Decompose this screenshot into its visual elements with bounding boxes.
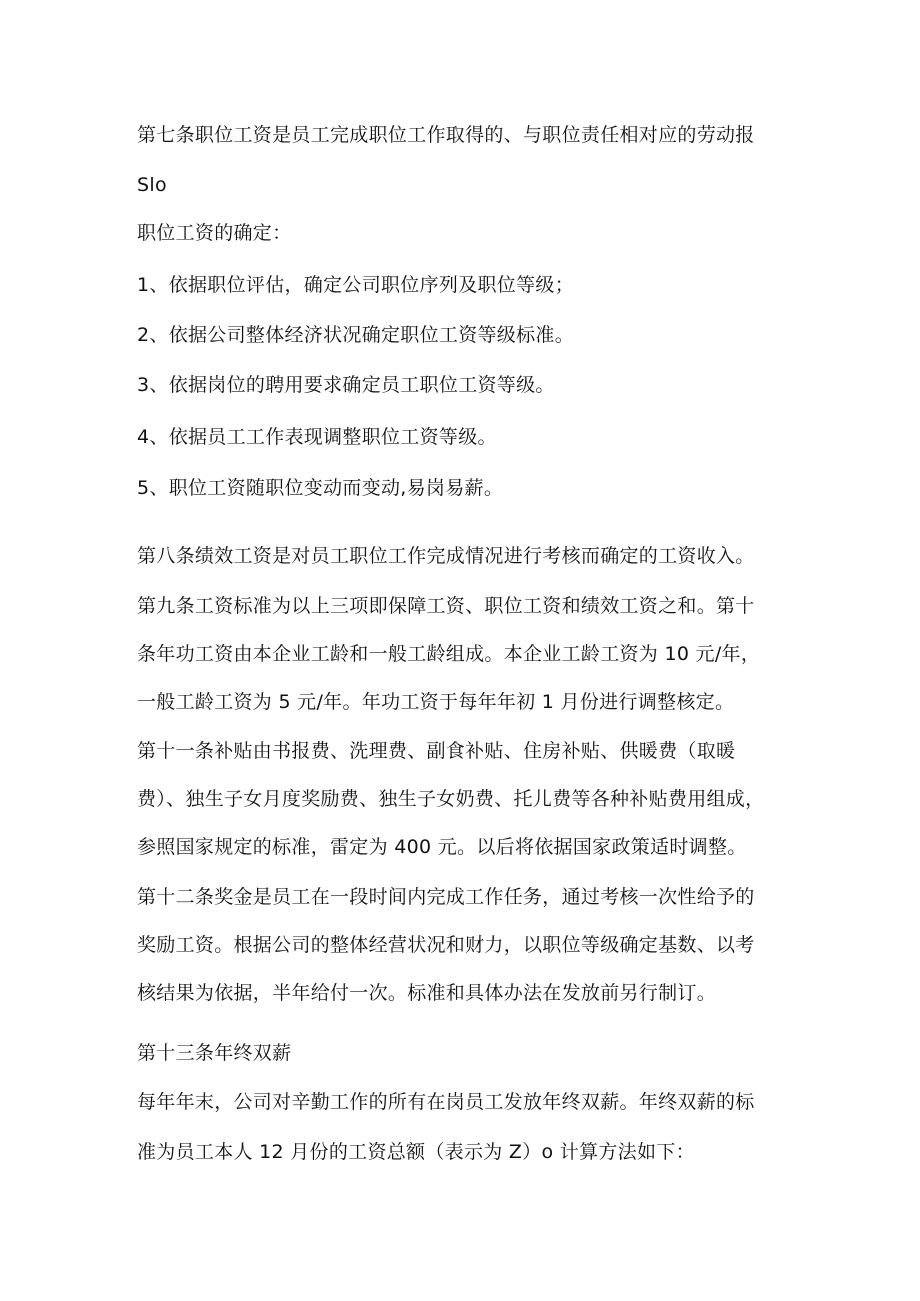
- paragraph-line: 参照国家规定的标准，雷定为 400 元。以后将依据国家政策适时调整。: [137, 836, 747, 858]
- paragraph-line: 准为员工本人 12 月份的工资总额（表示为 Z）o 计算方法如下：: [137, 1141, 695, 1163]
- section-heading: 第十三条年终双薪: [137, 1042, 292, 1064]
- paragraph-line: 费）、独生子女月度奖励费、独生子女奶费、托儿费等各种补贴费用组成，: [137, 788, 765, 810]
- paragraph-line: 核结果为依据，半年给付一次。标准和具体办法在发放前另行制订。: [137, 982, 717, 1004]
- paragraph-line: 一般工龄工资为 5 元/年。年功工资于每年年初 1 月份进行调整核定。: [137, 691, 735, 713]
- paragraph-line: 第八条绩效工资是对员工职位工作完成情况进行考核而确定的工资收入。: [137, 545, 755, 567]
- paragraph-line: 职位工资的确定：: [137, 222, 292, 244]
- list-item: 2、依据公司整体经济状况确定职位工资等级标准。: [137, 324, 574, 346]
- list-item: 1、依据职位评估，确定公司职位序列及职位等级；: [137, 274, 574, 296]
- paragraph-line: 奖励工资。根据公司的整体经营状况和财力，以职位等级确定基数、以考: [137, 934, 755, 956]
- paragraph-line: 第七条职位工资是员工完成职位工作取得的、与职位责任相对应的劳动报: [137, 124, 755, 146]
- list-item: 3、依据岗位的聘用要求确定员工职位工资等级。: [137, 374, 555, 396]
- paragraph-line: 第十二条奖金是员工在一段时间内完成工作任务，通过考核一次性给予的: [137, 886, 755, 908]
- paragraph-line: 第九条工资标准为以上三项即保障工资、职位工资和绩效工资之和。第十: [137, 595, 755, 617]
- paragraph-line: 第十一条补贴由书报费、洗理费、副食补贴、住房补贴、供暖费（取暖: [137, 740, 736, 762]
- paragraph-line: 条年功工资由本企业工龄和一般工龄组成。本企业工龄工资为 10 元/年，: [137, 643, 761, 665]
- paragraph-line: 每年年末，公司对辛勤工作的所有在岗员工发放年终双薪。年终双薪的标: [137, 1091, 755, 1113]
- list-item: 4、依据员工工作表现调整职位工资等级。: [137, 426, 497, 448]
- paragraph-line: Slo: [137, 174, 167, 196]
- list-item: 5、职位工资随职位变动而变动,易岗易薪。: [137, 477, 504, 499]
